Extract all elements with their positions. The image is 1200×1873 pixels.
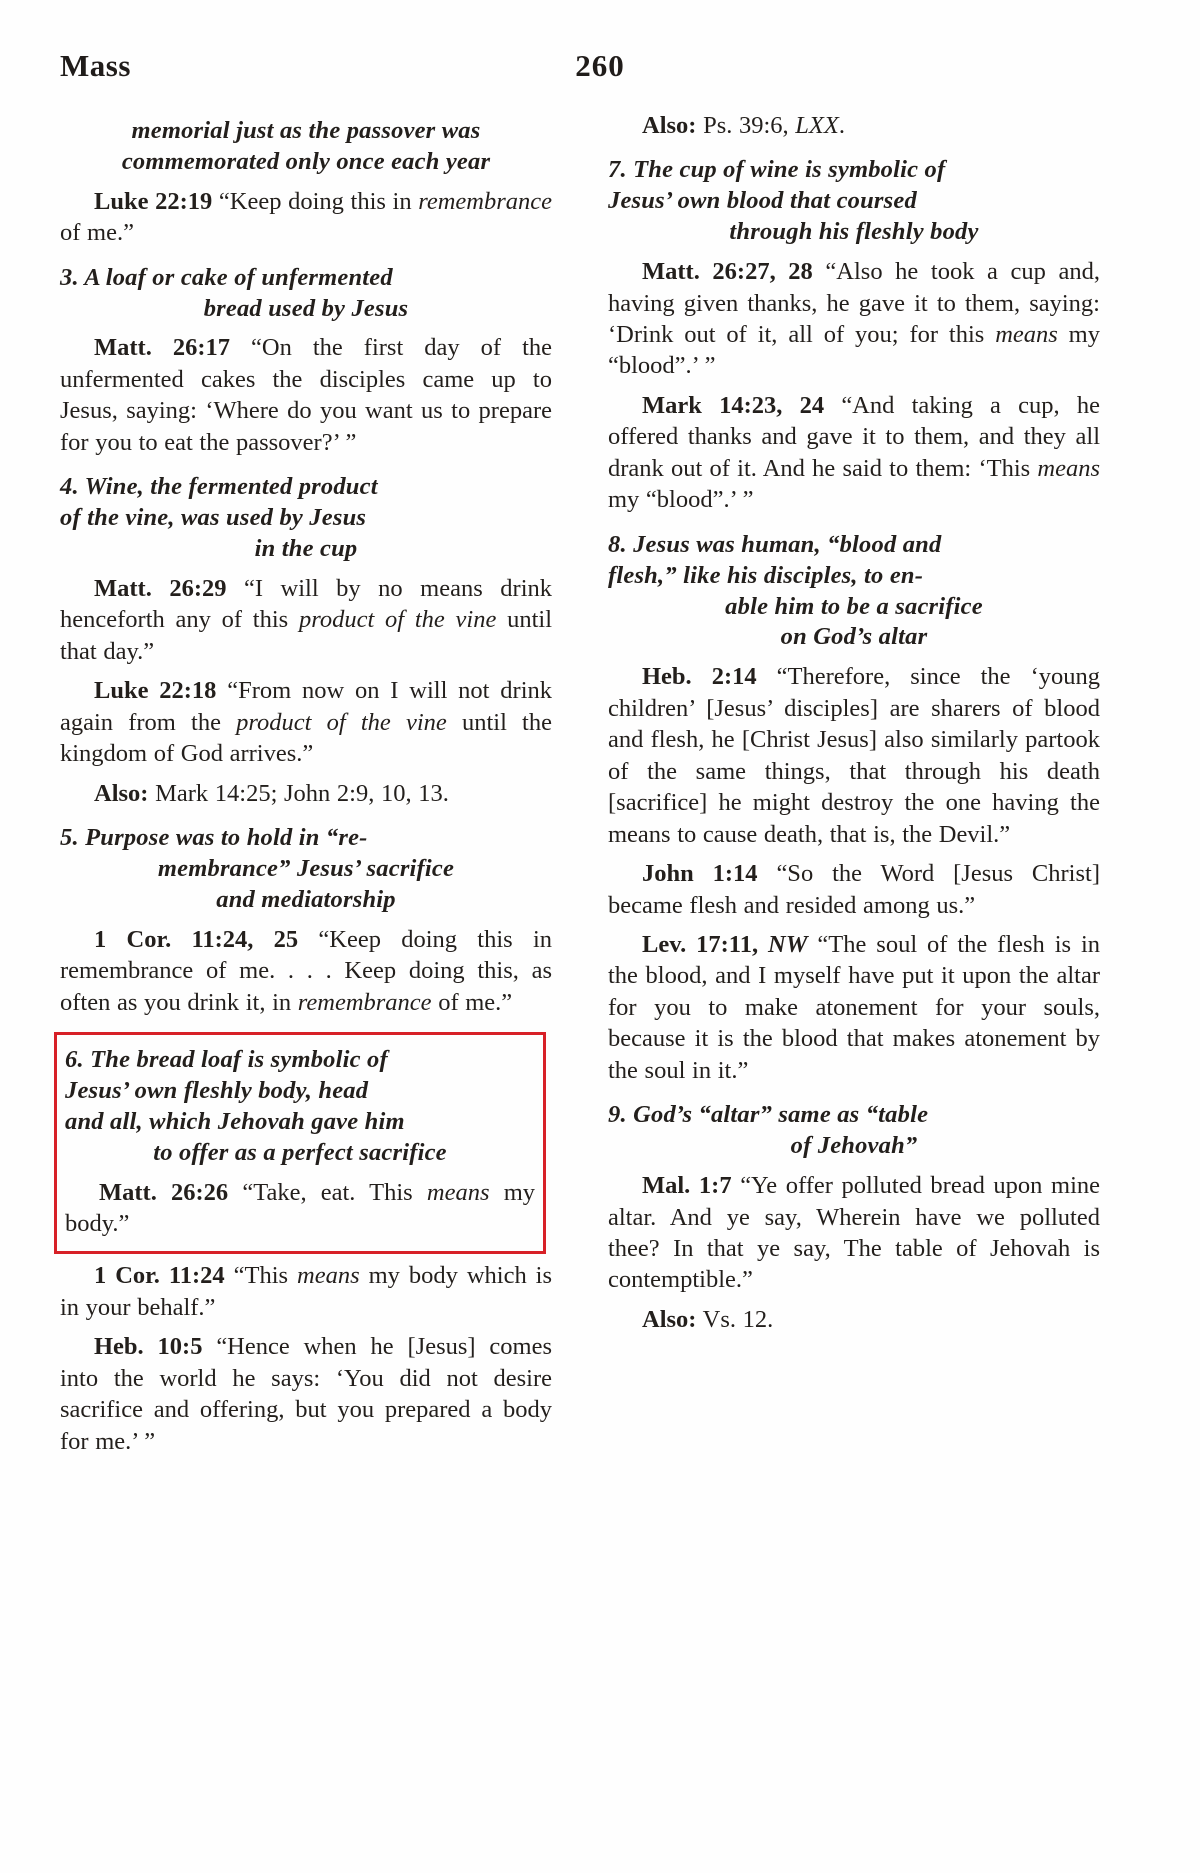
subheading-5: 5. Purpose was to hold in “re- membrance” Jesus’ sacrifice and mediatorship [60,824,455,913]
scripture-text: “Hence when he [Jesus] comes into the world he says: ‘You did not desire sacrifice and offering, but you prepared a body for me.’ ” [60,1333,552,1455]
also-label: Also: [94,779,149,807]
scripture-citation: Luke 22:19 [94,187,213,215]
subheading-4: 4. Wine, the fermented product of the vine, was used by Jesus in the cup [60,473,378,562]
highlighted-section-6 [54,1032,546,1254]
scripture-paragraph [608,929,1100,1086]
scripture-text: “And taking a cup, he offered thanks and gave it to them, and they all drank out of it. And he said to them: ‘This means my “blood”.’ ” [608,391,1100,514]
scripture-text: “On the first day of the unfermented cakes the disciples came up to Jesus, saying: ‘Where do you want us to prepare for you to eat the passover?’ ” [60,334,552,456]
scripture-paragraph [60,332,552,458]
scripture-paragraph [60,675,552,769]
scripture-paragraph [60,573,552,667]
scripture-citation: Matt. 26:29 [94,574,227,602]
subheading-continued: memorial just as the passover was commemorated only once each year [121,117,491,175]
also-text: Vs. 12. [702,1305,774,1333]
scripture-text: “Ye offer polluted bread upon mine altar. And ye say, Wherein have we polluted thee? In that ye say, The table of Jehovah is contemptible.” [608,1172,1101,1294]
scripture-citation: 1 Cor. 11:24 [94,1262,225,1290]
scripture-citation: John 1:14 [642,860,758,888]
scripture-citation: Mal. 1:7 [642,1172,732,1200]
scripture-citation: Mark 14:23, 24 [642,391,825,419]
two-column-body [60,102,1140,1457]
scripture-paragraph [608,256,1100,382]
also-text: Mark 14:25; John 2:9, 10, 13. [155,779,449,807]
running-head-book-title: Mass [60,48,131,83]
right-column [608,102,1100,1335]
subheading-9: 9. God’s “altar” same as “table of Jehovah” [608,1101,929,1160]
scripture-text: “Keep doing this in remembrance of me. . . . Keep doing this, as often as you drink it, in remembrance of me.” [60,925,552,1016]
scripture-paragraph [608,1170,1100,1296]
scripture-paragraph [60,1331,552,1457]
scripture-citation: Luke 22:18 [94,677,217,705]
scripture-text: “So the Word [Jesus Christ] became flesh and resided among us.” [608,860,1100,919]
scripture-citation: Lev. 17:11, NW [642,930,808,958]
also-reference [608,1304,1100,1335]
scripture-text: “From now on I will not drink again from the product of the vine until the kingdom of God arrives.” [60,677,552,768]
scripture-paragraph [60,924,552,1018]
scripture-text: “Also he took a cup and, having given thanks, he gave it to them, saying: ‘Drink out of it, all of you; for this means my “blood”.’ ” [608,258,1101,380]
scripture-citation: Matt. 26:26 [99,1178,229,1206]
also-reference [60,778,552,809]
scripture-citation: Heb. 10:5 [94,1333,203,1361]
subheading-6: 6. The bread loaf is symbolic of Jesus’ own fleshly body, head and all, which Jehovah gave him to offer as a perfect sacrifice [65,1046,447,1166]
scripture-paragraph [65,1177,535,1240]
scripture-citation: Heb. 2:14 [642,663,757,691]
scripture-text: “This means my body which is in your behalf.” [60,1262,552,1321]
left-column [60,102,552,1457]
scripture-text: “Therefore, since the ‘young children’ [Jesus’ disciples] are sharers of blood and flesh, he [Christ Jesus] also similarly partook of the same things, that through his death [sacrifice] he might destroy the one having the means to cause death, that is, the Devil.” [608,663,1100,848]
also-label: Also: [642,112,697,139]
scripture-citation: Matt. 26:17 [94,334,230,362]
also-reference [608,110,1100,141]
running-head [60,48,1140,94]
scripture-paragraph [608,661,1100,850]
scripture-text: “I will by no means drink henceforth any of this product of the vine until that day.” [60,574,553,665]
scripture-citation: 1 Cor. 11:24, 25 [94,925,299,953]
scripture-paragraph [60,1260,552,1323]
subheading-3: 3. A loaf or cake of unfermented bread used by Jesus [60,263,409,322]
scripture-paragraph [60,186,552,249]
also-label: Also: [642,1305,697,1333]
scripture-paragraph [608,858,1100,921]
subheading-8: 8. Jesus was human, “blood and flesh,” like his disciples, to en- able him to be a sacrifice on God’s altar [608,530,983,651]
also-text: Ps. 39:6, LXX. [703,112,845,139]
scripture-text: “Keep doing this in remembrance of me.” [60,187,553,247]
scripture-text: “Take, eat. This means my body.” [65,1178,535,1237]
page-number: 260 [575,48,625,83]
subheading-7: 7. The cup of wine is symbolic of Jesus’ own blood that coursed through his fleshly body [608,156,979,246]
scripture-paragraph [608,390,1100,516]
scripture-citation: Matt. 26:27, 28 [642,258,813,286]
scripture-text: “The soul of the flesh is in the blood, and I myself have put it upon the altar for you to make atonement for your souls, because it is the blood that makes atonement by the soul in it.” [608,930,1101,1084]
